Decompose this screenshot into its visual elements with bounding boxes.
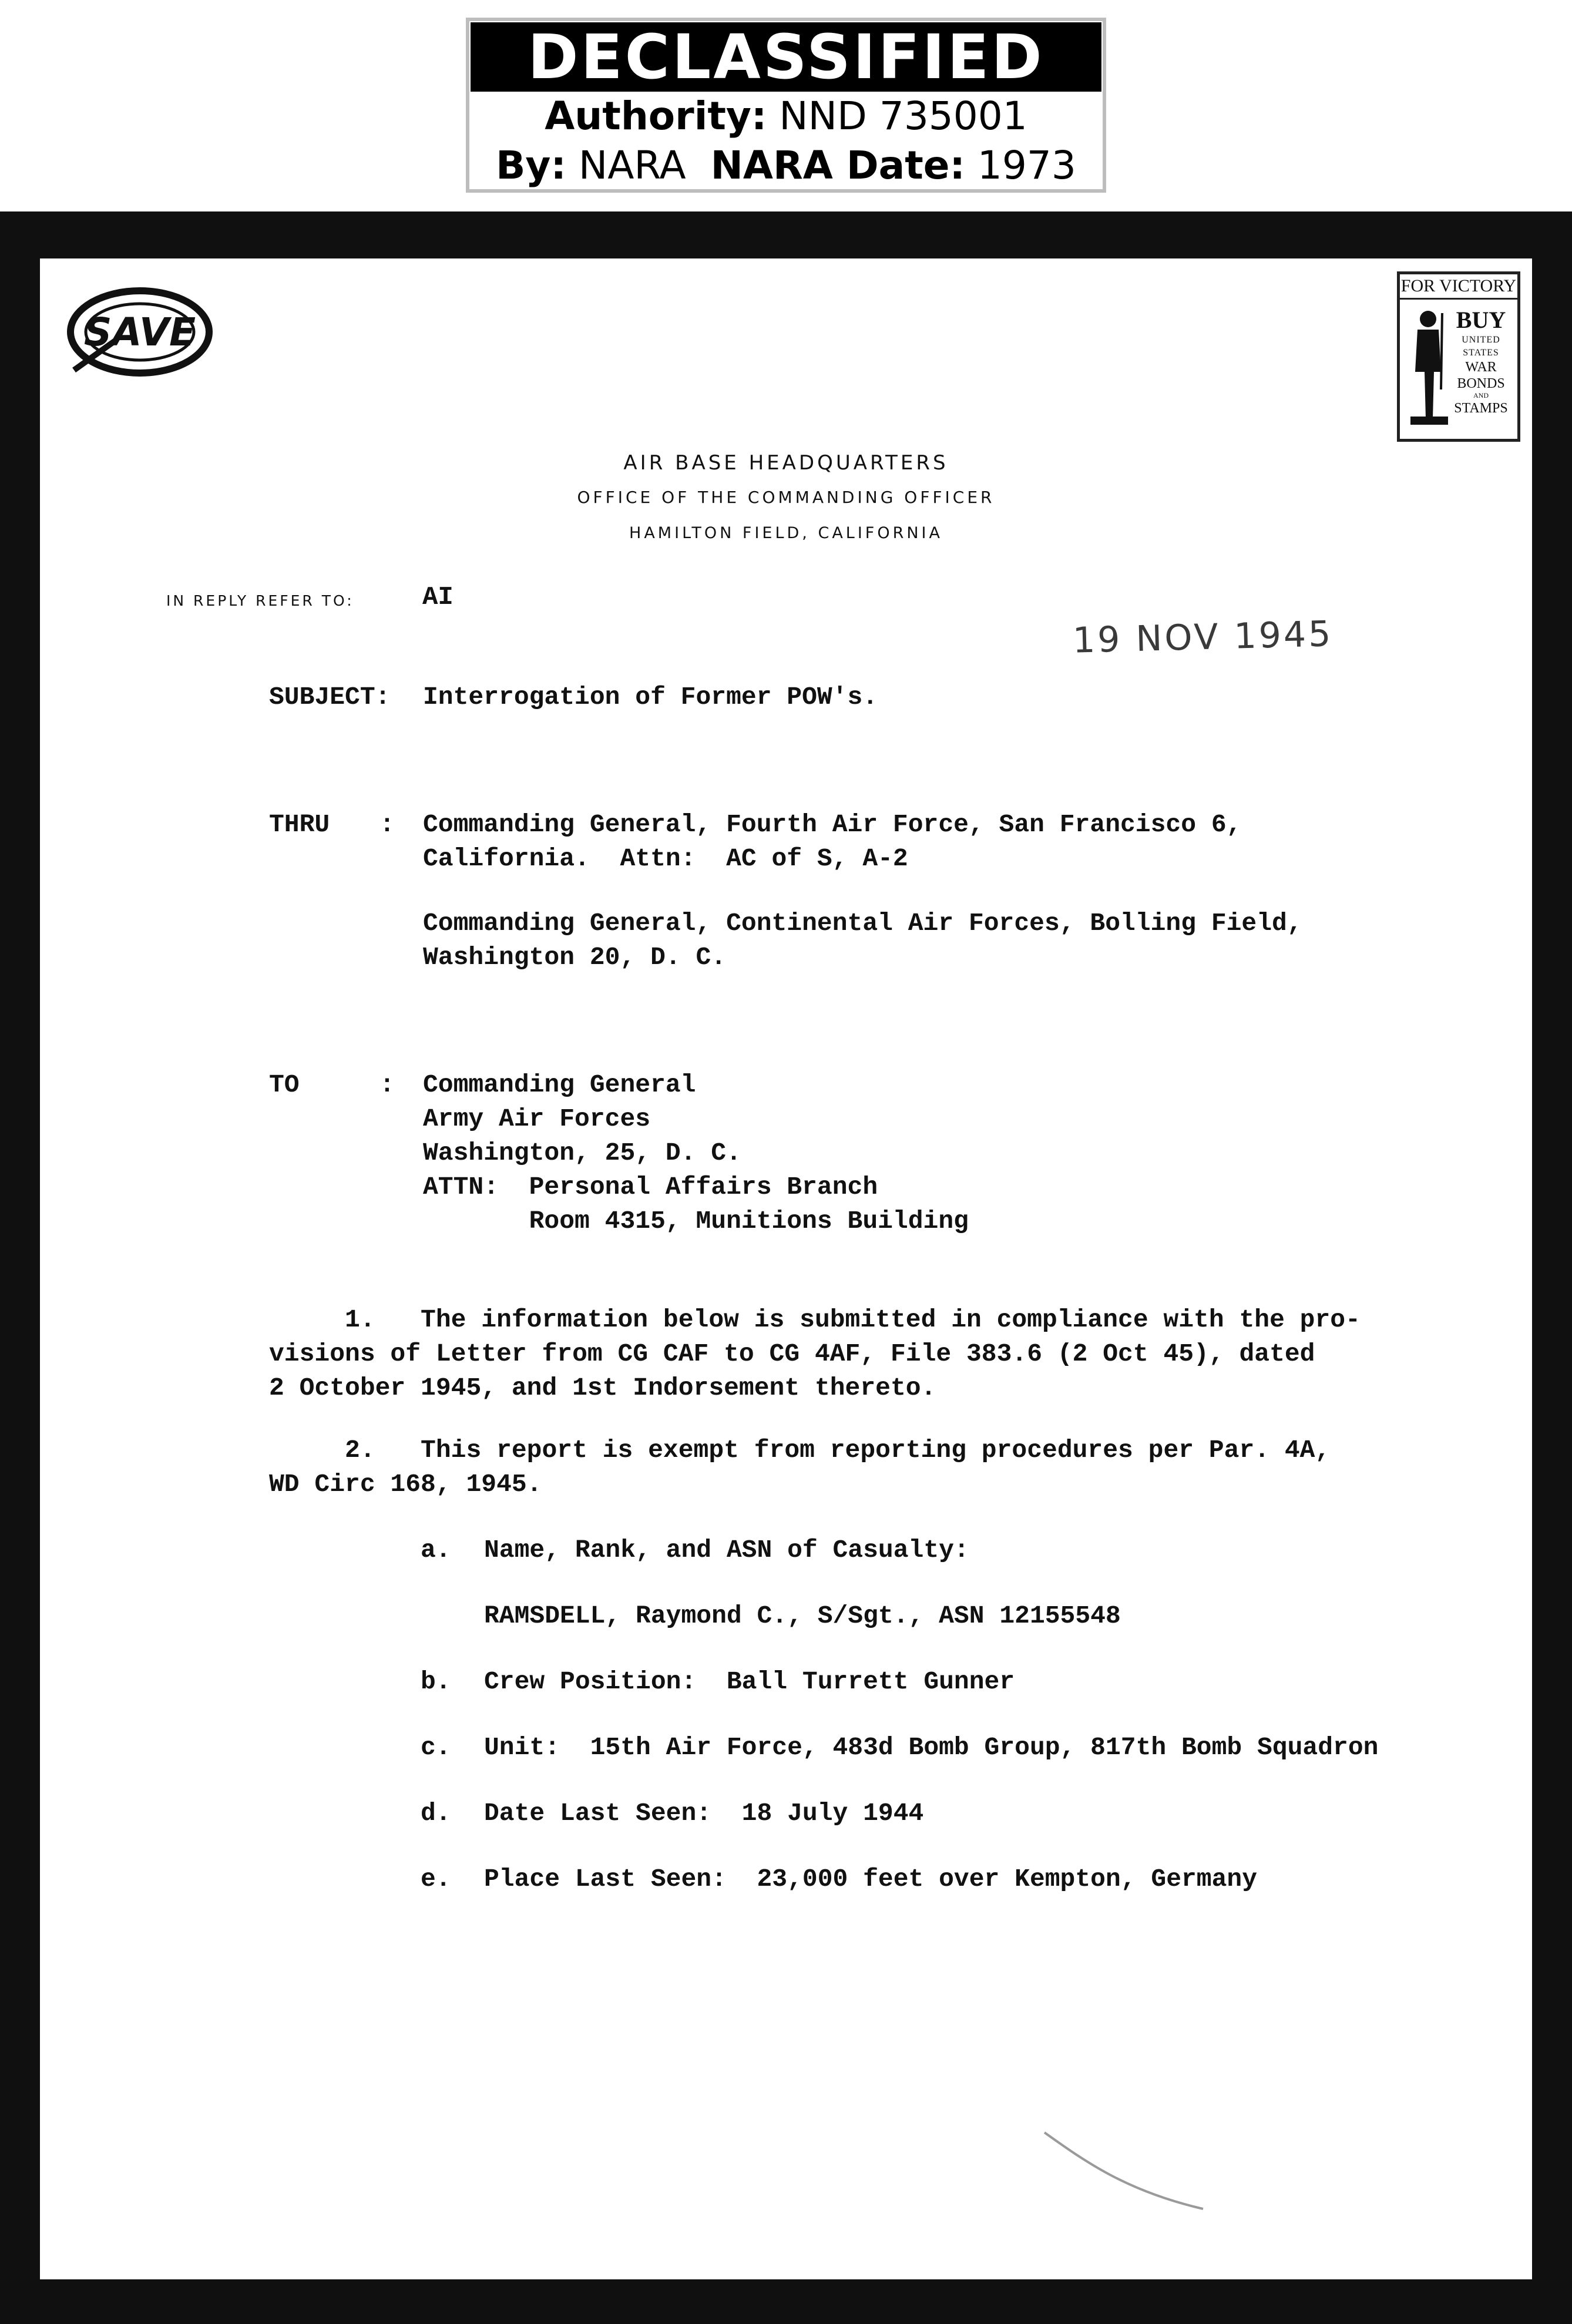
reply-refer-label: IN REPLY REFER TO: <box>166 592 354 609</box>
save-seal-icon <box>62 276 221 388</box>
document-page <box>40 258 1532 2279</box>
scan-mark-icon <box>1039 2127 1215 2221</box>
minuteman-icon <box>1405 301 1452 431</box>
bond-bonds: BONDS <box>1457 376 1505 391</box>
thru-entry-2-line-1: Commanding General, Continental Air Forces, Bolling Field, <box>423 909 1302 938</box>
bond-stamp-top: FOR VICTORY <box>1400 274 1517 300</box>
paragraph-1-line-3: 2 October 1945, and 1st Indorsement thereto. <box>269 1373 936 1402</box>
bond-stamps: STAMPS <box>1454 401 1508 416</box>
letterhead-line-2: OFFICE OF THE COMMANDING OFFICER <box>577 488 995 507</box>
declassified-title: DECLASSIFIED <box>471 22 1101 92</box>
authority-label: Authority: <box>545 93 767 139</box>
to-line-3: Washington, 25, D. C. <box>423 1139 741 1167</box>
nara-date-value: 1973 <box>977 143 1076 188</box>
to-line-5: Room 4315, Munitions Building <box>423 1207 969 1235</box>
date-stamp: 19 NOV 1945 <box>1072 613 1334 661</box>
bond-stamp-text <box>1448 308 1514 415</box>
letterhead-line-1: AIR BASE HEADQUARTERS <box>623 451 949 475</box>
by-value: NARA <box>578 143 686 188</box>
svg-text:SAVE: SAVE <box>83 310 196 355</box>
item-c-label: c. <box>421 1733 451 1762</box>
by-label: By: <box>496 143 566 188</box>
to-line-2: Army Air Forces <box>423 1104 651 1133</box>
declassified-stamp <box>466 18 1106 193</box>
by-date-line <box>469 141 1103 190</box>
to-label: TO <box>269 1070 300 1099</box>
paragraph-1-line-1: 1. The information below is submitted in compliance with the pro- <box>269 1305 1361 1334</box>
paragraph-2-line-2: WD Circ 168, 1945. <box>269 1470 542 1499</box>
bond-buy: BUY <box>1456 307 1506 333</box>
authority-value: NND 735001 <box>779 93 1027 139</box>
bond-war: WAR <box>1465 360 1497 375</box>
item-b-label: b. <box>421 1667 451 1696</box>
item-e-text: Place Last Seen: 23,000 feet over Kempton, Germany <box>484 1865 1258 1893</box>
item-a-label: a. <box>421 1536 451 1564</box>
reply-refer-code: AI <box>422 583 454 612</box>
bond-states: STATES <box>1463 348 1499 358</box>
to-line-1: Commanding General <box>423 1070 696 1099</box>
scanned-document <box>0 211 1572 2324</box>
letterhead-line-3: HAMILTON FIELD, CALIFORNIA <box>629 524 943 542</box>
thru-entry-1-line-1: Commanding General, Fourth Air Force, San Francisco 6, <box>423 810 1242 839</box>
thru-entry-1-line-2: California. Attn: AC of S, A-2 <box>423 844 908 873</box>
item-e-label: e. <box>421 1865 451 1893</box>
nara-date-label: NARA Date: <box>710 143 965 188</box>
item-a-text: Name, Rank, and ASN of Casualty: <box>484 1536 969 1564</box>
to-colon: : <box>379 1070 395 1099</box>
paragraph-1-line-2: visions of Letter from CG CAF to CG 4AF, File 383.6 (2 Oct 45), dated <box>269 1339 1315 1368</box>
subject-label: SUBJECT: <box>269 683 391 711</box>
subject-text: Interrogation of Former POW's. <box>423 683 878 711</box>
item-a-value: RAMSDELL, Raymond C., S/Sgt., ASN 12155548 <box>484 1601 1121 1630</box>
item-d-text: Date Last Seen: 18 July 1944 <box>484 1799 924 1828</box>
paragraph-2-line-1: 2. This report is exempt from reporting procedures per Par. 4A, <box>269 1436 1331 1465</box>
bond-united: UNITED <box>1462 335 1500 345</box>
item-d-label: d. <box>421 1799 451 1828</box>
to-line-4: ATTN: Personal Affairs Branch <box>423 1173 878 1201</box>
authority-line <box>469 92 1103 141</box>
item-b-text: Crew Position: Ball Turrett Gunner <box>484 1667 1015 1696</box>
thru-entry-2-line-2: Washington 20, D. C. <box>423 943 727 972</box>
war-bonds-stamp <box>1397 271 1520 442</box>
thru-label: THRU <box>269 810 330 839</box>
bond-and: AND <box>1473 391 1489 399</box>
item-c-text: Unit: 15th Air Force, 483d Bomb Group, 817th Bomb Squadron <box>484 1733 1379 1762</box>
thru-colon: : <box>379 810 395 839</box>
